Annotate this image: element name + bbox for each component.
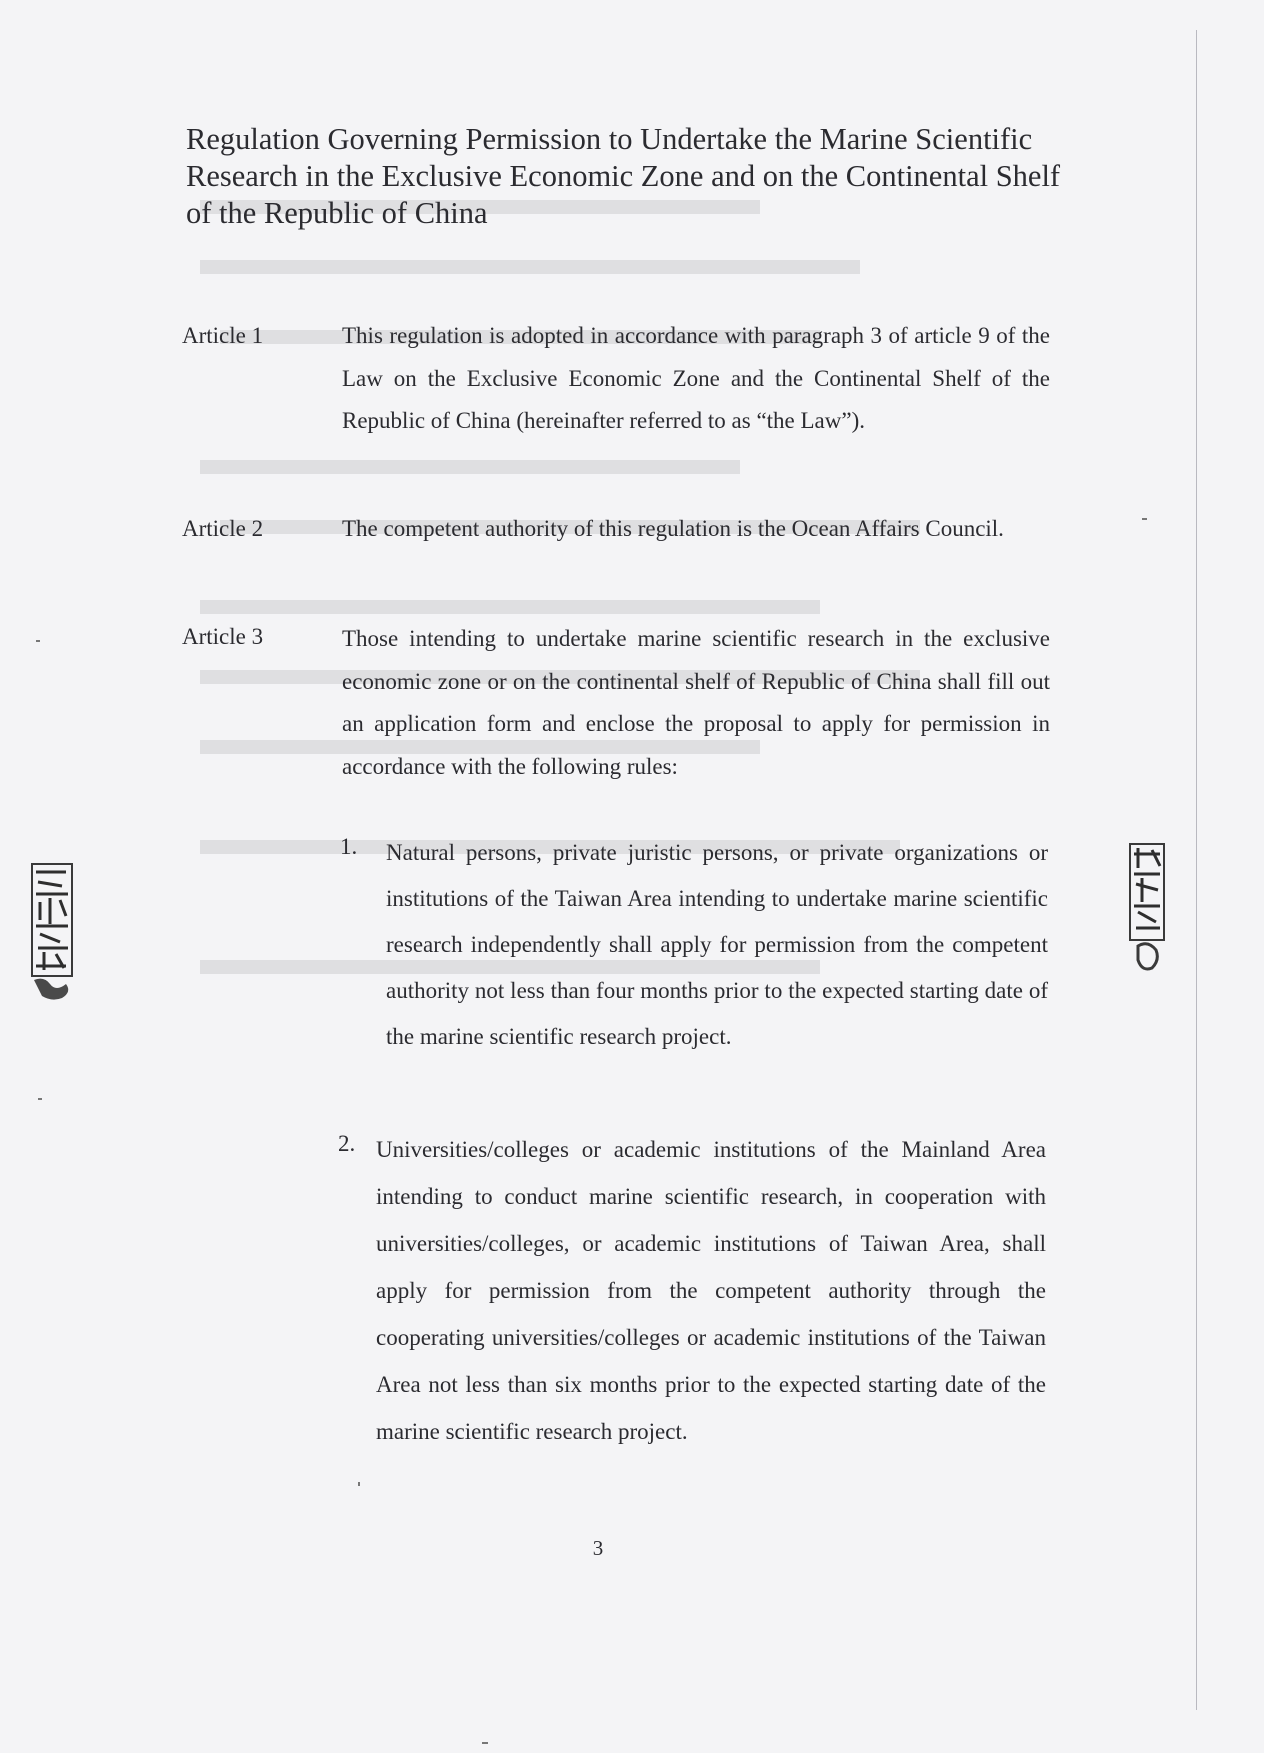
rule-2-number: 2.	[338, 1131, 356, 1156]
article-1-label: Article 1	[182, 323, 264, 348]
scan-speck	[482, 1742, 488, 1744]
article-2-label: Article 2	[182, 516, 264, 541]
seal-stamp-right	[1128, 842, 1168, 982]
seal-stamp-left	[30, 862, 78, 1002]
rule-2-text: Universities/colleges or academic institutions of the Mainland Area intending to conduct marine scientific research, in cooperation with universities/colleges, or academic institutions of Taiwan Area, shall apply for permission from the competent authority through the cooperating universities/colleges or academic institutions of the Taiwan Area not less than six months prior to the expected starting date of the marine scientific research project.	[376, 1137, 1046, 1444]
article-3-text: Those intending to undertake marine scientific research in the exclusive economic zone or on the continental shelf of Republic of China shall fill out an application form and enclose the proposal to apply for permission in accordance with the following rules:	[342, 626, 1050, 779]
article-1-text: This regulation is adopted in accordance with paragraph 3 of article 9 of the Law on the Exclusive Economic Zone and the Continental Shelf of the Republic of China (hereinafter referred to as “the Law”).	[342, 323, 1050, 433]
document-title: Regulation Governing Permission to Undertake the Marine Scientific Research in the Exclusive Economic Zone and on the Continental Shelf of the Republic of China	[186, 122, 1061, 230]
scan-speck	[38, 1098, 42, 1100]
rule-1-text: Natural persons, private juristic persons, or private organizations or institutions of the Taiwan Area intending to undertake marine scientific research independently shall apply for permission from the competent authority not less than four months prior to the expected starting date of the marine scientific research project.	[386, 840, 1048, 1049]
article-2-text: The competent authority of this regulation is the Ocean Affairs Council.	[342, 516, 1004, 541]
scan-speck	[1142, 518, 1147, 520]
scan-edge-line	[1196, 30, 1197, 1710]
article-3-label: Article 3	[182, 624, 264, 649]
scan-speck	[358, 1482, 360, 1486]
page-number: 3	[592, 1536, 604, 1560]
scan-speck	[36, 640, 40, 642]
rule-1-number: 1.	[340, 834, 358, 859]
